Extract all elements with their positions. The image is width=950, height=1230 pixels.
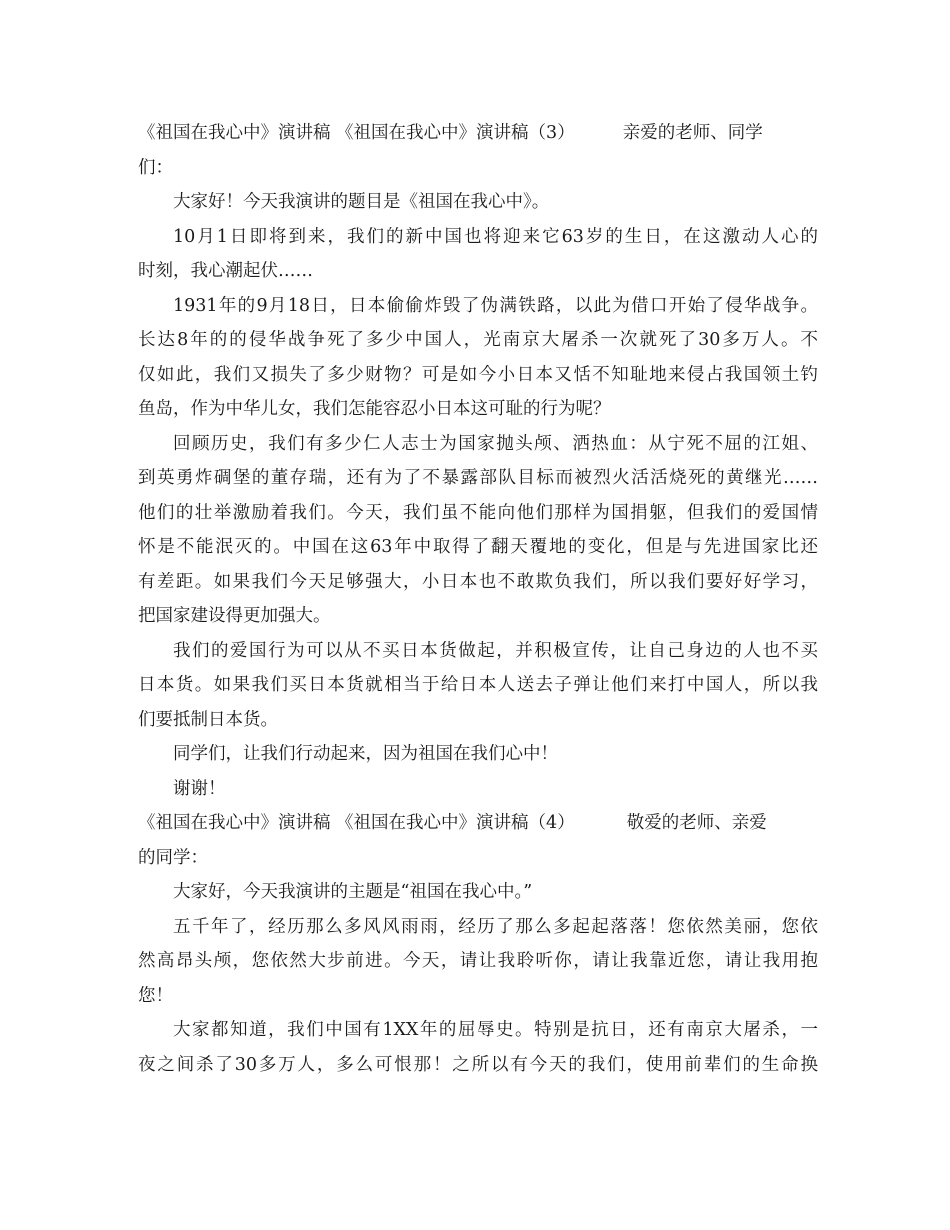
paragraph-line: 五千年了，经历那么多风风雨雨，经历了那么多起起落落！您依然美丽，您依 (173, 916, 818, 937)
paragraph-line: 同学们，让我们行动起来，因为祖国在我们心中！ (173, 744, 558, 764)
text-line: 他们的壮举激励着我们。今天，我们虽不能向他们那样为国捐躯，但我们的爱国情 (138, 502, 818, 523)
text-line: 然高昂头颅，您依然大步前进。今天，请让我聆听你，请让我靠近您，请让我用抱 (138, 951, 818, 971)
paragraph-line: 大家好，今天我演讲的主题是“祖国在我心中。” (173, 882, 533, 902)
paragraph-line: 大家都知道，我们中国有1XX年的屈辱史。特别是抗日，还有南京大屠杀，一 (173, 1020, 818, 1040)
heading-line-3 (138, 116, 818, 151)
text-line: 时刻，我心潮起伏…… (138, 261, 313, 281)
text-line: 有差距。如果我们今天足够强大，小日本也不敢欺负我们，所以我们要好好学习， (138, 571, 818, 592)
paragraph-line: 我们的爱国行为可以从不买日本货做起，并积极宣传，让自己身边的人也不买 (173, 640, 818, 661)
speech-title-4: 《祖国在我心中》演讲稿 《祖国在我心中》演讲稿（4） (138, 813, 575, 833)
text-line: 日本货。如果我们买日本货就相当于给日本人送去子弹让他们来打中国人，所以我 (138, 675, 818, 695)
paragraph-line: 回顾历史，我们有多少仁人志士为国家抛头颅、洒热血：从宁死不屈的江姐、 (173, 433, 818, 454)
text-line: 们要抵制日本货。 (138, 709, 278, 730)
salutation-3: 亲爱的老师、同学 (622, 123, 763, 143)
text-line: 到英勇炸碉堡的董存瑞，还有为了不暴露部队目标而被烈火活活烧死的黄继光…… (138, 468, 818, 488)
text-line: 仅如此，我们又损失了多少财物？可是如今小日本又恬不知耻地来侵占我国领土钓 (138, 364, 818, 385)
heading-line-4 (138, 806, 818, 841)
text-line: 长达8年的的侵华战争死了多少中国人，光南京大屠杀一次就死了30多万人。不 (138, 330, 818, 350)
paragraph-line: 大家好！今天我演讲的题目是《祖国在我心中》。 (173, 192, 550, 212)
paragraph-line: 谢谢！ (173, 778, 226, 799)
text-line: 怀是不能泯灭的。中国在这63年中取得了翻天覆地的变化，但是与先进国家比还 (138, 537, 818, 557)
paragraph-line: 10月1日即将到来，我们的新中国也将迎来它63岁的生日，在这激动人心的 (173, 226, 818, 247)
speech-title-3: 《祖国在我心中》演讲稿 《祖国在我心中》演讲稿（3） (138, 123, 575, 143)
paragraph-line: 1931年的9月18日，日本偷偷炸毁了伪满铁路，以此为借口开始了侵华战争。 (173, 295, 818, 316)
document-page (138, 116, 818, 1082)
text-line: 鱼岛，作为中华儿女，我们怎能容忍小日本这可耻的行为呢？ (138, 399, 611, 419)
text-line: 的同学： (138, 847, 208, 868)
text-line: 们： (138, 157, 173, 178)
text-line: 夜之间杀了30多万人，多么可恨那！之所以有今天的我们，使用前辈们的生命换 (138, 1054, 818, 1075)
text-line: 把国家建设得更加强大。 (138, 606, 331, 626)
salutation-4: 敬爱的老师、亲爱 (626, 813, 767, 833)
text-line: 您！ (138, 985, 173, 1006)
